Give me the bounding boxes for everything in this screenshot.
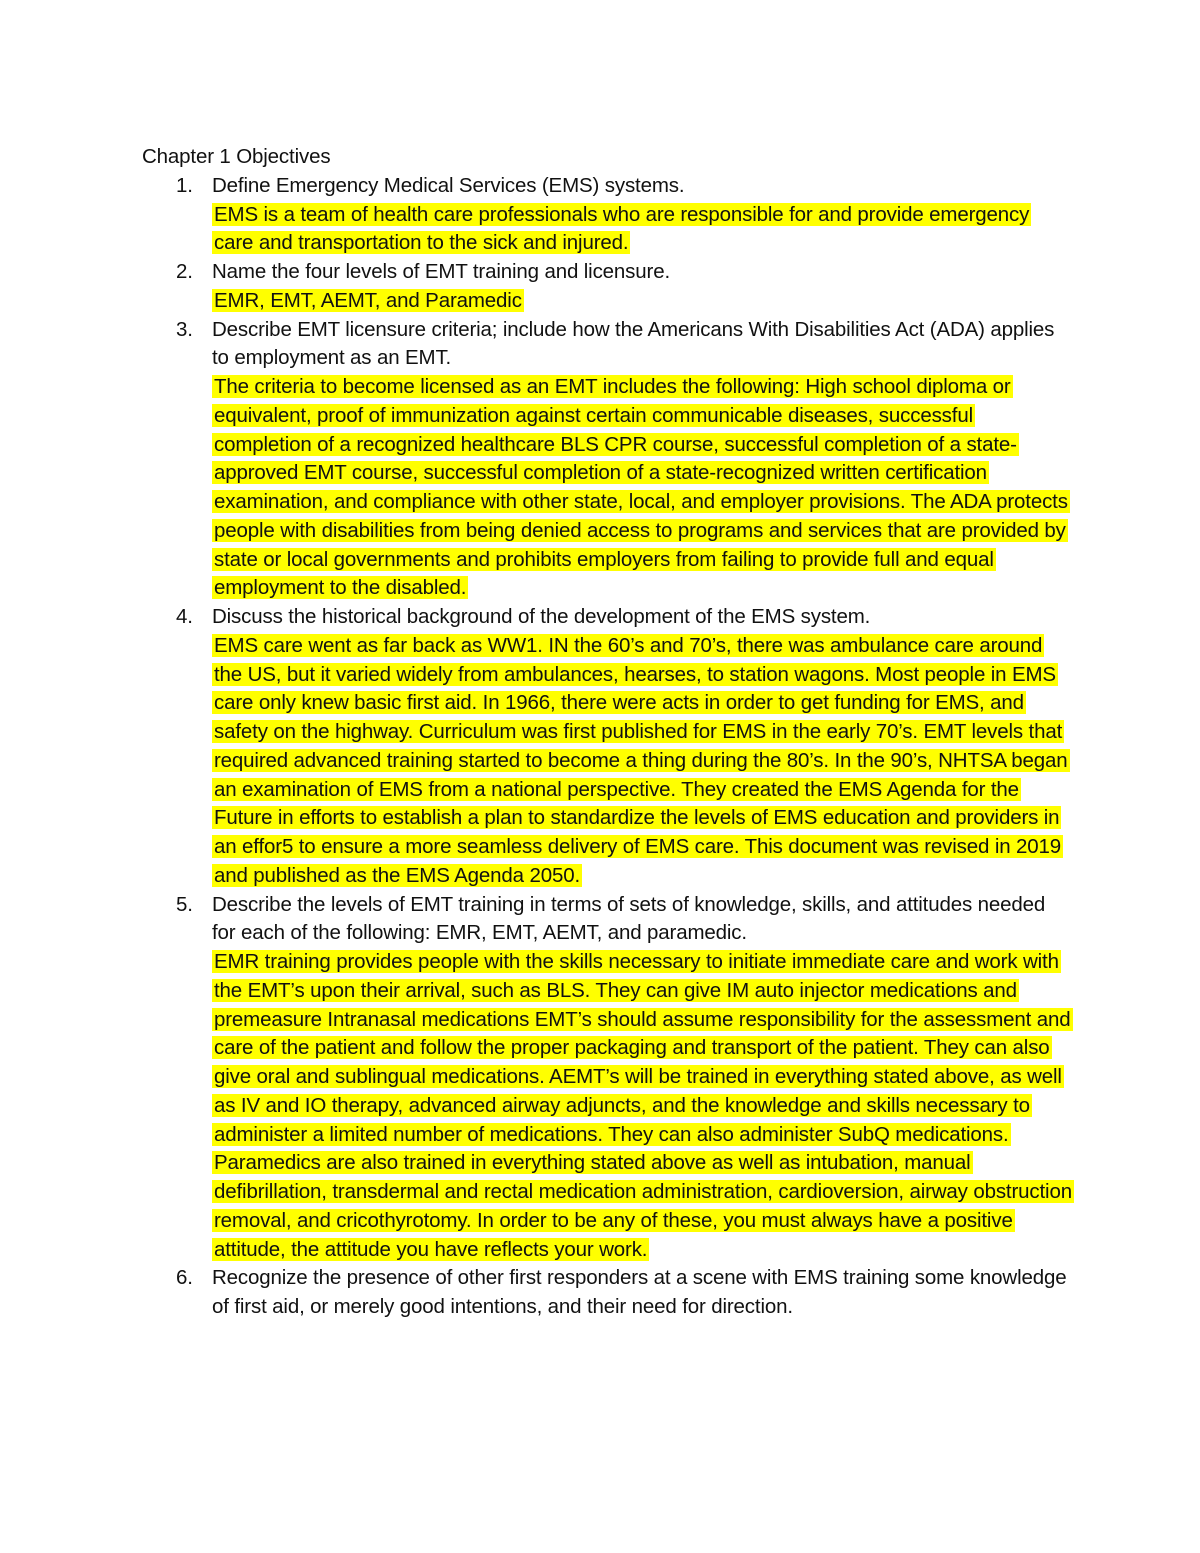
objective-item-3 (142, 316, 1072, 604)
objective-answer (212, 373, 1072, 603)
objective-question: Describe the levels of EMT training in terms of sets of knowledge, skills, and attitudes needed for each of the following: EMR, EMT, AEMT, and paramedic. (212, 892, 1046, 945)
objective-question: Discuss the historical background of the development of the EMS system. (212, 605, 871, 628)
objectives-list (142, 172, 1072, 1322)
objective-item-6 (142, 1264, 1072, 1322)
objective-number: 3. (176, 317, 193, 341)
objective-item-1 (142, 172, 1072, 258)
objective-answer (212, 201, 1072, 259)
objective-question: Define Emergency Medical Services (EMS) systems. (212, 173, 685, 197)
objective-number: 6. (176, 1266, 193, 1290)
objective-number: 2. (176, 260, 193, 283)
objective-answer (212, 948, 1072, 1264)
objective-item-2 (142, 258, 1072, 316)
objective-item-4 (142, 603, 1072, 891)
objective-question: Describe EMT licensure criteria; include how the Americans With Disabilities Act (ADA) applies to employment as an EMT. (212, 317, 1055, 370)
chapter-title: Chapter 1 Objectives (142, 145, 331, 168)
highlighted-answer-text: EMS care went as far back as WW1. IN the 60’s and 70’s, there was ambulance care around the US, but it varied widely from ambulances, hearses, to station wagons. Most people in EMS care only knew basic first aid. In 1966, there were acts in order to get funding for EMS, and safety on the highway. Curriculum was first published for EMS in the early 70’s. EMT levels that required advanced training started to become a thing during the 80’s. In the 90’s, NHTSA began an examination of EMS from a national perspective. They created the EMS Agenda for the Future in efforts to establish a plan to standardize the levels of EMS education and providers in an effor5 to ensure a more seamless delivery of EMS care. This document was revised in 2019 and published as the EMS Agenda 2050. (214, 633, 1068, 887)
objective-item-5 (142, 891, 1072, 1265)
highlighted-answer-text: EMS is a team of health care professionals who are responsible for and provide emergency care and transportation to the sick and injured. (214, 202, 1030, 255)
objective-number: 5. (176, 892, 193, 916)
objective-question: Recognize the presence of other first responders at a scene with EMS training some knowledge of first aid, or merely good intentions, and their need for direction. (212, 1266, 1067, 1318)
highlighted-answer-text: EMR training provides people with the skills necessary to initiate immediate care and work with the EMT’s upon their arrival, such as BLS. They can give IM auto injector medications and premeasure Intranasal medications EMT’s should assume responsibility for the assessment and care of the patient and follow the proper packaging and transport of the patient. They can also give oral and sublingual medications. AEMT’s will be trained in everything stated above, as well as IV and IO therapy, advanced airway adjuncts, and the knowledge and skills necessary to administer a limited number of medications. They can also administer SubQ medications. Paramedics are also trained in everything stated above as well as intubation, manual defibrillation, transdermal and rectal medication administration, cardioversion, airway obstruction removal, and cricothyrotomy. In order to be any of these, you must always have a positive attitude, the attitude you have reflects your work. (214, 950, 1072, 1261)
objective-number: 4. (176, 605, 193, 628)
highlighted-answer-text: EMR, EMT, AEMT, and Paramedic (214, 288, 522, 312)
document-content (142, 143, 1072, 1322)
objective-answer (212, 287, 1072, 316)
highlighted-answer-text: The criteria to become licensed as an EMT includes the following: High school diploma or equivalent, proof of immunization against certain communicable diseases, successful completion of a recognized healthcare BLS CPR course, successful completion of a state-approved EMT course, successful completion of a state-recognized written certification examination, and compliance with other state, local, and employer provisions. The ADA protects people with disabilities from being denied access to programs and services that are provided by state or local governments and prohibits employers from failing to provide full and equal employment to the disabled. (214, 375, 1068, 600)
objective-question: Name the four levels of EMT training and licensure. (212, 260, 671, 283)
objective-answer (212, 632, 1072, 891)
objective-number: 1. (176, 173, 193, 197)
